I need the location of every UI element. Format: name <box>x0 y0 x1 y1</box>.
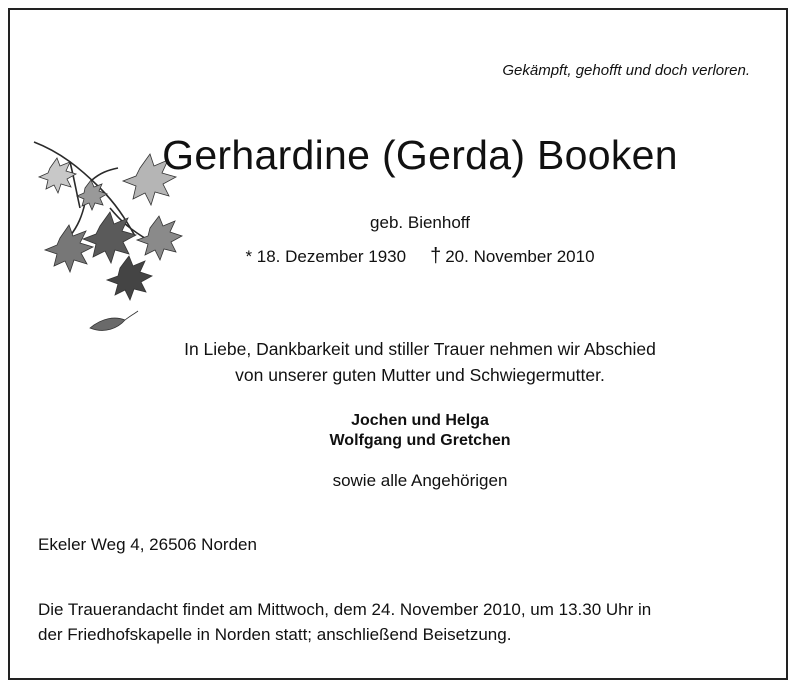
service-line: Die Trauerandacht findet am Mittwoch, dem 24. November 2010, um 13.30 Uhr in <box>38 600 652 619</box>
birth-name: geb. Bienhoff <box>370 213 470 232</box>
address: Ekeler Weg 4, 26506 Norden <box>38 535 257 554</box>
cross-icon: † <box>430 245 442 267</box>
relatives-text: sowie alle Angehörigen <box>332 471 508 490</box>
life-dates <box>0 245 800 268</box>
farewell-line: In Liebe, Dankbarkeit und stiller Trauer nehmen wir Abschied <box>184 339 656 359</box>
signer: Wolfgang und Gretchen <box>329 432 511 449</box>
motto: Gekämpft, gehofft und doch verloren. <box>502 62 750 79</box>
signer: Jochen und Helga <box>351 412 489 429</box>
birth-date: * 18. Dezember 1930 <box>245 247 407 266</box>
service-info <box>38 597 651 647</box>
farewell-text <box>0 336 800 388</box>
deceased-name: Gerhardine (Gerda) Booken <box>162 132 678 178</box>
service-line: der Friedhofskapelle in Norden statt; anschließend Beisetzung. <box>38 625 512 644</box>
death-date: 20. November 2010 <box>445 247 595 266</box>
signers <box>0 411 800 451</box>
farewell-line: von unserer guten Mutter und Schwiegermutter. <box>235 365 605 385</box>
